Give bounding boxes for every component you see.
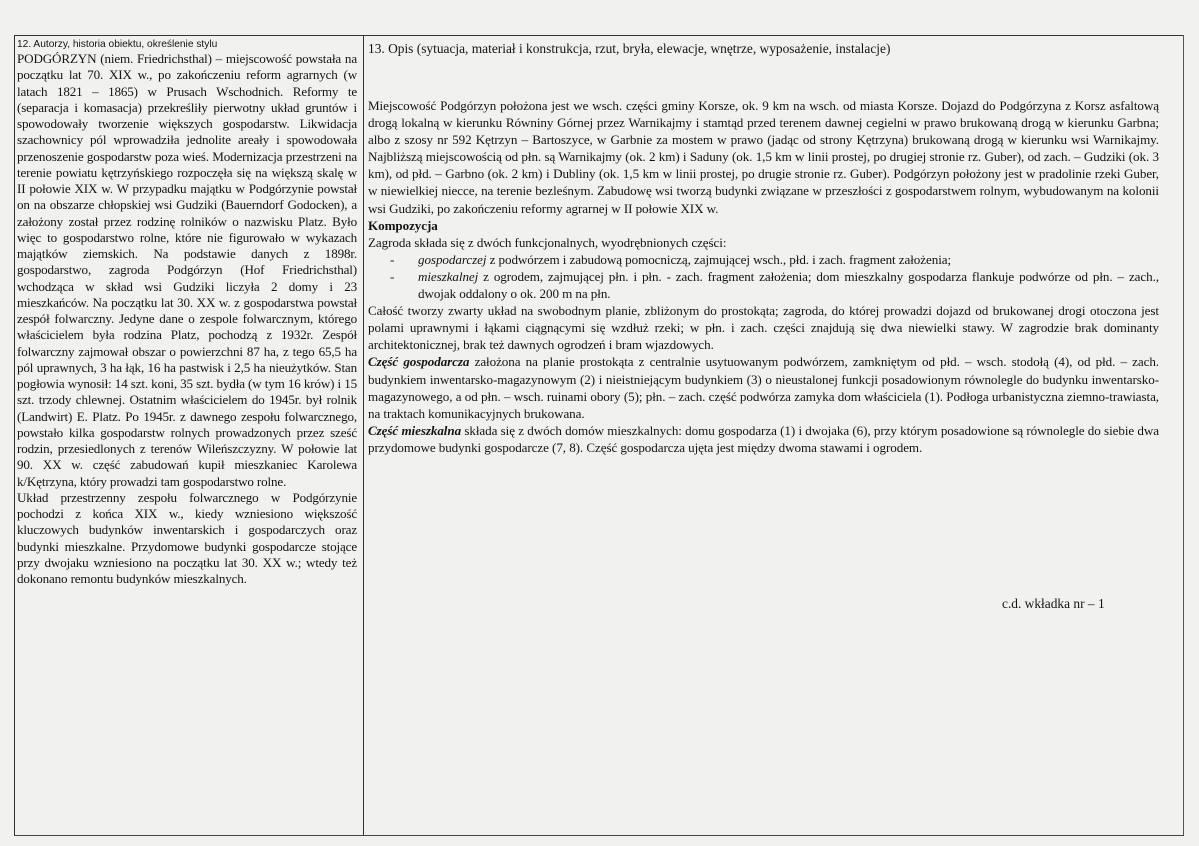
list-dash: - [390,268,395,284]
location-paragraph: Miejscowość Podgórzyn położona jest we wsch. części gminy Korsze, ok. 9 km na wsch. od miasta Korsze. Dojazd do Podgórzyna z Korsz asfaltową drogą lokalną w kierunku Równiny Górnej przez Warnikajmy i stamtąd przed terenem dawnej cegielni w prawo brukowaną drogą w kierunku Garbna; albo z szosy nr 592 Kętrzyn – Bartoszyce, w Garbnie za mostem w prawo (jadąc od strony Kętrzyna) brukowaną drogą w kierunku wsi Warnikajmy. Najbliższą miejscowością od płn. są Warnikajmy (ok. 2 km) i Saduny (ok. 1,5 km w linii prostej, po drugiej stronie rz. Guber), od zach. – Gudziki (ok. 3 km), od płd. – Garbno (ok. 2 km) i Dubliny (ok. 1,5 km w linii prostej, po drugie stronie rz. Guber). Podgórzyn położony jest w pradolinie rzeki Guber, w niewielkiej niecce, na terenie bezleśnym. Zabudowę wsi tworzą budynki związane w przeszłości z gospodarstwem rolnym, wybudowanym na kolonii wsi Gudziki, po zakończeniu reformy agrarnej w II połowie XIX w. [368,98,1159,216]
table-border-bottom [14,835,1184,836]
section-12-column [17,38,357,587]
gospodarcza-paragraph [368,353,1159,421]
list-item [368,251,1159,268]
list-item-text [418,268,1159,302]
list-item-rest: z ogrodem, zajmującej płn. i płn. - zach. fragment założenia; dom mieszkalny gospodarza flankuje podwórze od płn. – zach., dwojak oddalony o ok. 200 m na płn. [418,268,1159,302]
gospodarcza-text: założona na planie prostokąta z centralnie usytuowanym podwórzem, zamkniętym od płd. – wsch. stodołą (4), od płd. – zach. budynkiem inwentarsko-magazynowym (2) i nieistniejącym budynkiem (3) o nieustalonej funkcji posadowionym równolegle do budynku inwentarsko-magazynowego, a od płn. – wsch. ruinami obory (5); płn. – zach. część podwórza zamyka dom właściciela (1). Podłoga urbanistyczna ziemno-trawiasta, na traktach komunikacyjnych brukowana. [368,354,1159,421]
list-item [368,268,1159,302]
calosc-paragraph: Całość tworzy zwarty układ na swobodnym planie, zbliżonym do prostokąta; zagroda, do której prowadzi dojazd od brukowanej drogi otoczona jest polami uprawnymi i łąkami ciągnącymi się wzdłuż rzeki; w płn. i zach. części znajdują się dwa niewielki stawy. W zagrodzie brak dominanty architektonicznej, brak też dawnych ogrodzeń i bram wjazdowych. [368,303,1159,353]
list-item-text [418,251,1159,268]
history-paragraph: PODGÓRZYN (niem. Friedrichsthal) – miejscowość powstała na początku lat 70. XIX w., po zakończeniu reform agrarnych (w latach 1821 – 1865) w Prusach Wschodnich. Reformy te (separacja i komasacja) przekreśliły pierwotny układ gruntów i spowodowały tworzenie większych gospodarstw. Likwidacja szachownicy pól wprowadziła jednolite areały i spowodowała przenoszenie gospodarstw poza wieś. Modernizacja przestrzeni na terenie powiatu kętrzyńskiego rozpoczęła się na większą skalę w II połowie XIX w. W przypadku majątku w Podgórzynie powstał on na obszarze chłopskiej wsi Gudziki (Bauerndorf Godocken), a założony został przez rodzinę rolników o nazwisku Platz. Było więc to gospodarstwo rolne, które nie figurowało w wykazach majątków ziemskich. Na podstawie danych z 1898r. gospodarstwo, zagroda Podgórzyn (Hof Friedrichsthal) wchodząca w skład wsi Gudziki liczyła 2 domy i 23 mieszkańców. Na początku lat 30. XX w. z gospodarstwa powstał zespół folwarczny. Jedyne dane o zespole folwarcznym, którego właścicielem była rodzina Platz, pochodzą z 1932r. Zespół folwarczny zajmował obszar o powierzchni 87 ha, z tego 65,5 ha pól uprawnych, 3 ha łąk, 16 ha pastwisk i 2,5 ha nieużytków. Stan pogłowia wynosił: 14 szt. koni, 35 szt. bydła (w tym 16 krów) i 15 szt. trzody chlewnej. Ostatnim właścicielem do 1945r. był rolnik (Landwirt) E. Platz. Po 1945r. z dawnego zespołu folwarcznego, powstało kilka gospodarstw rolnych prowadzonych przez sześć rodzin, przesiedlonych z terenów Wileńszczyzny. W połowie lat 90. XX w. część zabudowań kupił mieszkaniec Karolewa k/Kętrzyna, który prowadzi tam gospodarstwo rolne. [17,51,357,489]
section-13-body [368,97,1159,456]
table-border-right [1183,35,1184,835]
list-dash: - [390,251,395,267]
mieszkalna-paragraph [368,422,1159,456]
list-item-term: gospodarczej [418,251,487,267]
list-item-rest: z podwórzem i zabudową pomocniczą, zajmującej wsch., płd. i zach. fragment założenia; [486,251,952,267]
kompozycja-heading: Kompozycja [368,217,438,233]
section-12-body [17,51,357,587]
mieszkalna-text: składa się z dwóch domów mieszkalnych: domu gospodarza (1) i dwojaka (6), przy którym posadowione są równolegle do siebie dwa przydomowe budynki gospodarcze (7, 8). Część gospodarcza ujęta jest między dwoma stawami i ogrodem. [368,422,1159,455]
section-13-header [368,41,1160,57]
list-item-term: mieszkalnej [418,268,479,284]
continuation-note: c.d. wkładka nr – 1 [1002,596,1105,611]
section-13-heading: 13. Opis (sytuacja, materiał i konstrukcja, rzut, bryła, elewacje, wnętrze, wyposażenie, instalacje) [368,41,891,56]
layout-paragraph: Układ przestrzenny zespołu folwarcznego w Podgórzynie pochodzi z końca XIX w., kiedy wzniesiono większość kluczowych budynków inwentarskich i gospodarczych oraz budynki mieszkalne. Przydomowe budynki gospodarcze stojące przy dwojaku wzniesiono na początku lat 30. XX w.; wtedy też dokonano remontu budynków mieszkalnych. [17,489,357,586]
gospodarcza-term: Część gospodarcza [368,354,470,370]
kompozycja-intro: Zagroda składa się z dwóch funkcjonalnych, wyodrębnionych części: [368,234,727,250]
mieszkalna-term: Część mieszkalna [368,422,462,438]
section-12-heading: 12. Autorzy, historia obiektu, określenie stylu [17,39,218,50]
